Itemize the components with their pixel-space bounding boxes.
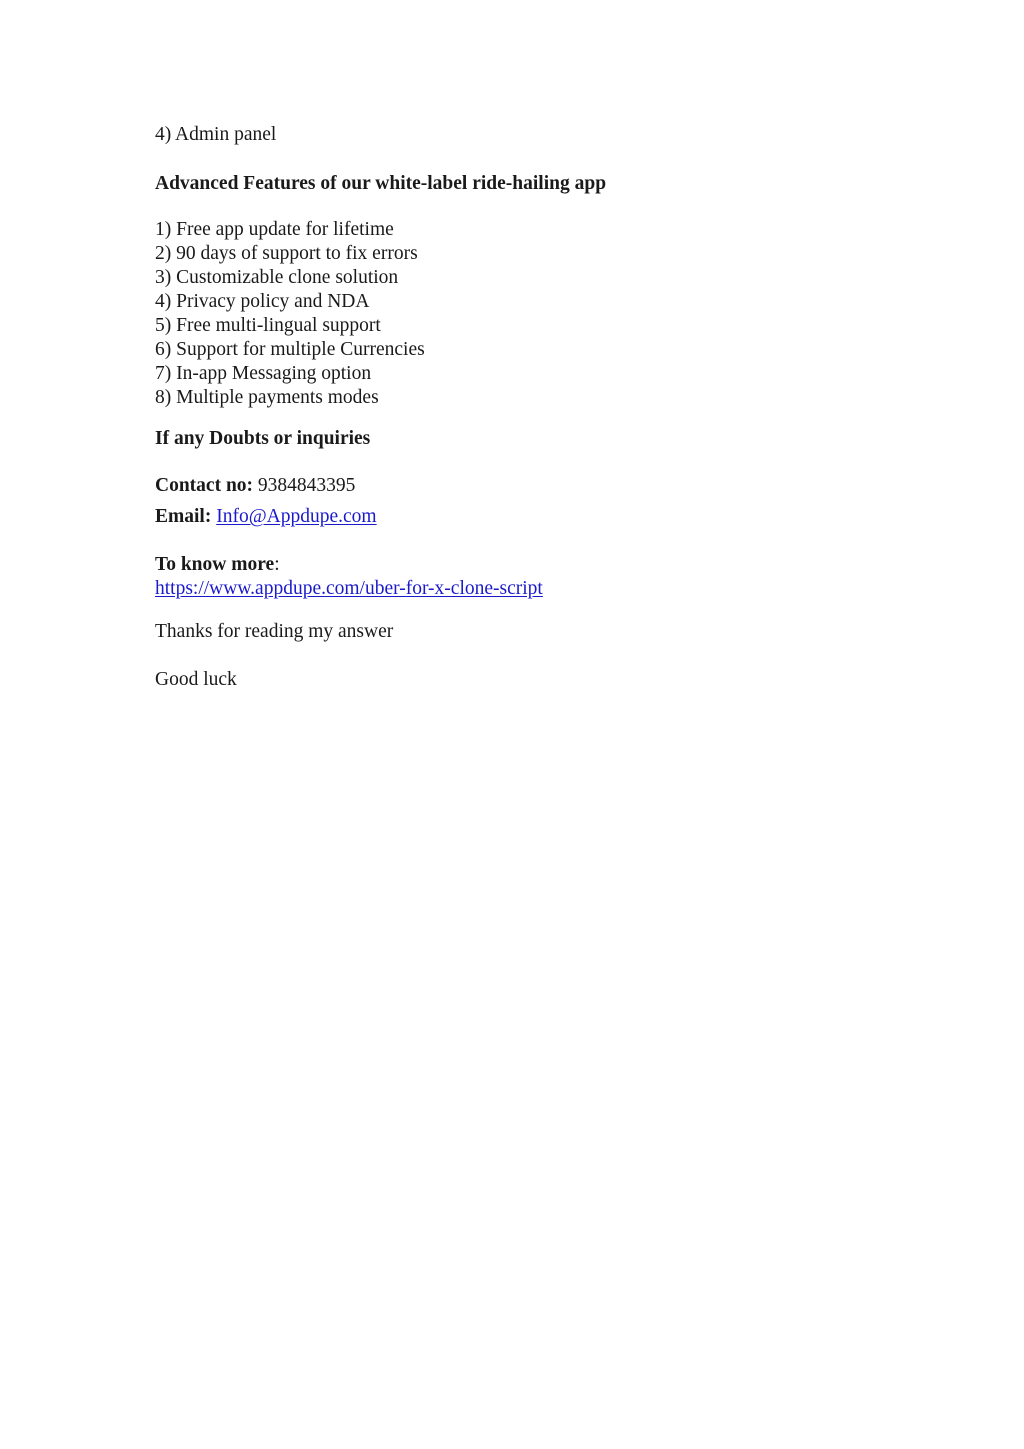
features-list [155,218,425,410]
contact-number: 9384843395 [257,475,356,496]
email-link[interactable]: Info@Appdupe.com [216,506,377,527]
email-label: Email: [155,506,212,527]
know-more-link[interactable]: https://www.appdupe.com/uber-for-x-clone-script [155,578,543,599]
know-more-url-row [155,577,543,601]
feature-item: 4) Privacy policy and NDA [155,291,370,312]
feature-item: 7) In-app Messaging option [155,363,372,384]
contact-label: Contact no: [155,475,254,496]
closing-text: Good luck [155,669,237,690]
email-row [155,505,377,529]
feature-item: 5) Free multi-lingual support [155,315,381,336]
know-more-label: To know more [155,554,275,575]
thanks-text: Thanks for reading my answer [155,621,394,642]
advanced-features-heading: Advanced Features of our white-label ride-hailing app [155,173,607,194]
feature-item: 8) Multiple payments modes [155,387,379,408]
feature-item: 6) Support for multiple Currencies [155,339,425,360]
feature-item: 2) 90 days of support to fix errors [155,243,418,264]
feature-item: 3) Customizable clone solution [155,267,399,288]
list-item-admin-panel: 4) Admin panel [155,124,277,145]
know-more-row [155,553,280,577]
feature-item: 1) Free app update for lifetime [155,219,394,240]
contact-row [155,474,355,498]
inquiries-heading: If any Doubts or inquiries [155,428,371,449]
know-more-colon: : [274,554,280,575]
